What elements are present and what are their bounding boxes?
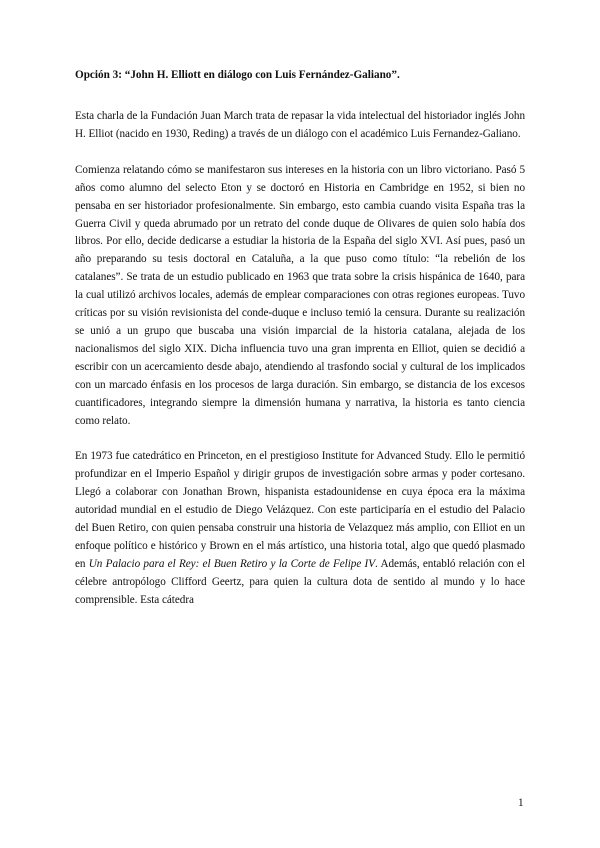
paragraph-princeton-text-after: . Además, entabló relación con el célebre antropólogo Clifford Geertz, para quien la cultura dota de sentido al mundo y lo hace comprensible. Esta cátedra: [75, 557, 525, 606]
paragraph-early-career: Comienza relatando cómo se manifestaron sus intereses en la historia con un libro victoriano. Pasó 5 años como alumno del selecto Eton y se doctoró en Historia en Cambridge en 1952, si bien no pensaba en ser historiador profesionalmente. Sin embargo, esto cambia cuando visita España tras la Guerra Civil y queda abrumado por un retrato del conde duque de Olivares de quien solo había dos libros. Por ello, decide dedicarse a estudiar la historia de la España del siglo XVI. Así pues, pasó un año preparando su tesis doctoral en Cataluña, a la que puso como título: “la rebelión de los catalanes”. Se trata de un estudio publicado en 1963 que trata sobre la crisis hispánica de 1640, para la cual utilizó archivos locales, además de emplear comparaciones con otras regiones europeas. Tuvo críticas por su visión revisionista del conde-duque e incluso temió la censura. Durante su realización se unió a un grupo que buscaba una visión imparcial de la historia catalana, alejada de los nacionalismos del siglo XIX. Dicha influencia tuvo una gran imprenta en Elliot, quien se decidió a escribir con un acercamiento desde abajo, atendiendo al trasfondo social y cultural de los implicados con un marcado énfasis en los procesos de larga duración. Sin embargo, se distancia de los excesos cuantificadores, integrando siempre la dimensión humana y narrativa, la historia es tanto ciencia como relato.: [75, 163, 525, 427]
paragraph-introduction: Esta charla de la Fundación Juan March trata de repasar la vida intelectual del historiador inglés John H. Elliot (nacido en 1930, Reding) a través de un diálogo con el académico Luis Fernandez-Galiano.: [75, 110, 525, 140]
document-title: Opción 3: “John H. Elliott en diálogo con Luis Fernández-Galiano”.: [75, 69, 400, 81]
document-page: [75, 66, 525, 628]
paragraph-princeton: [75, 448, 525, 609]
paragraph-princeton-text-before: En 1973 fue catedrático en Princeton, en el prestigioso Institute for Advanced Study. Ello le permitió profundizar en el Imperio Español y dirigir grupos de investigación sobre armas y poder cortesano. Llegó a colaborar con Jonathan Brown, hispanista estadounidense en cuya época era la máxima autoridad mundial en el estudio de Diego Velázquez. Con este participaría en el estudio del Palacio del Buen Retiro, con quien pensaba construir una historia de Velazquez más amplio, con Elliot en un enfoque político e histórico y Brown en el más artístico, una historia total, algo que quedó plasmado en: [75, 450, 525, 570]
page-number: 1: [518, 797, 524, 809]
book-title-italic: Un Palacio para el Rey: el Buen Retiro y la Corte de Felipe IV: [88, 557, 376, 570]
